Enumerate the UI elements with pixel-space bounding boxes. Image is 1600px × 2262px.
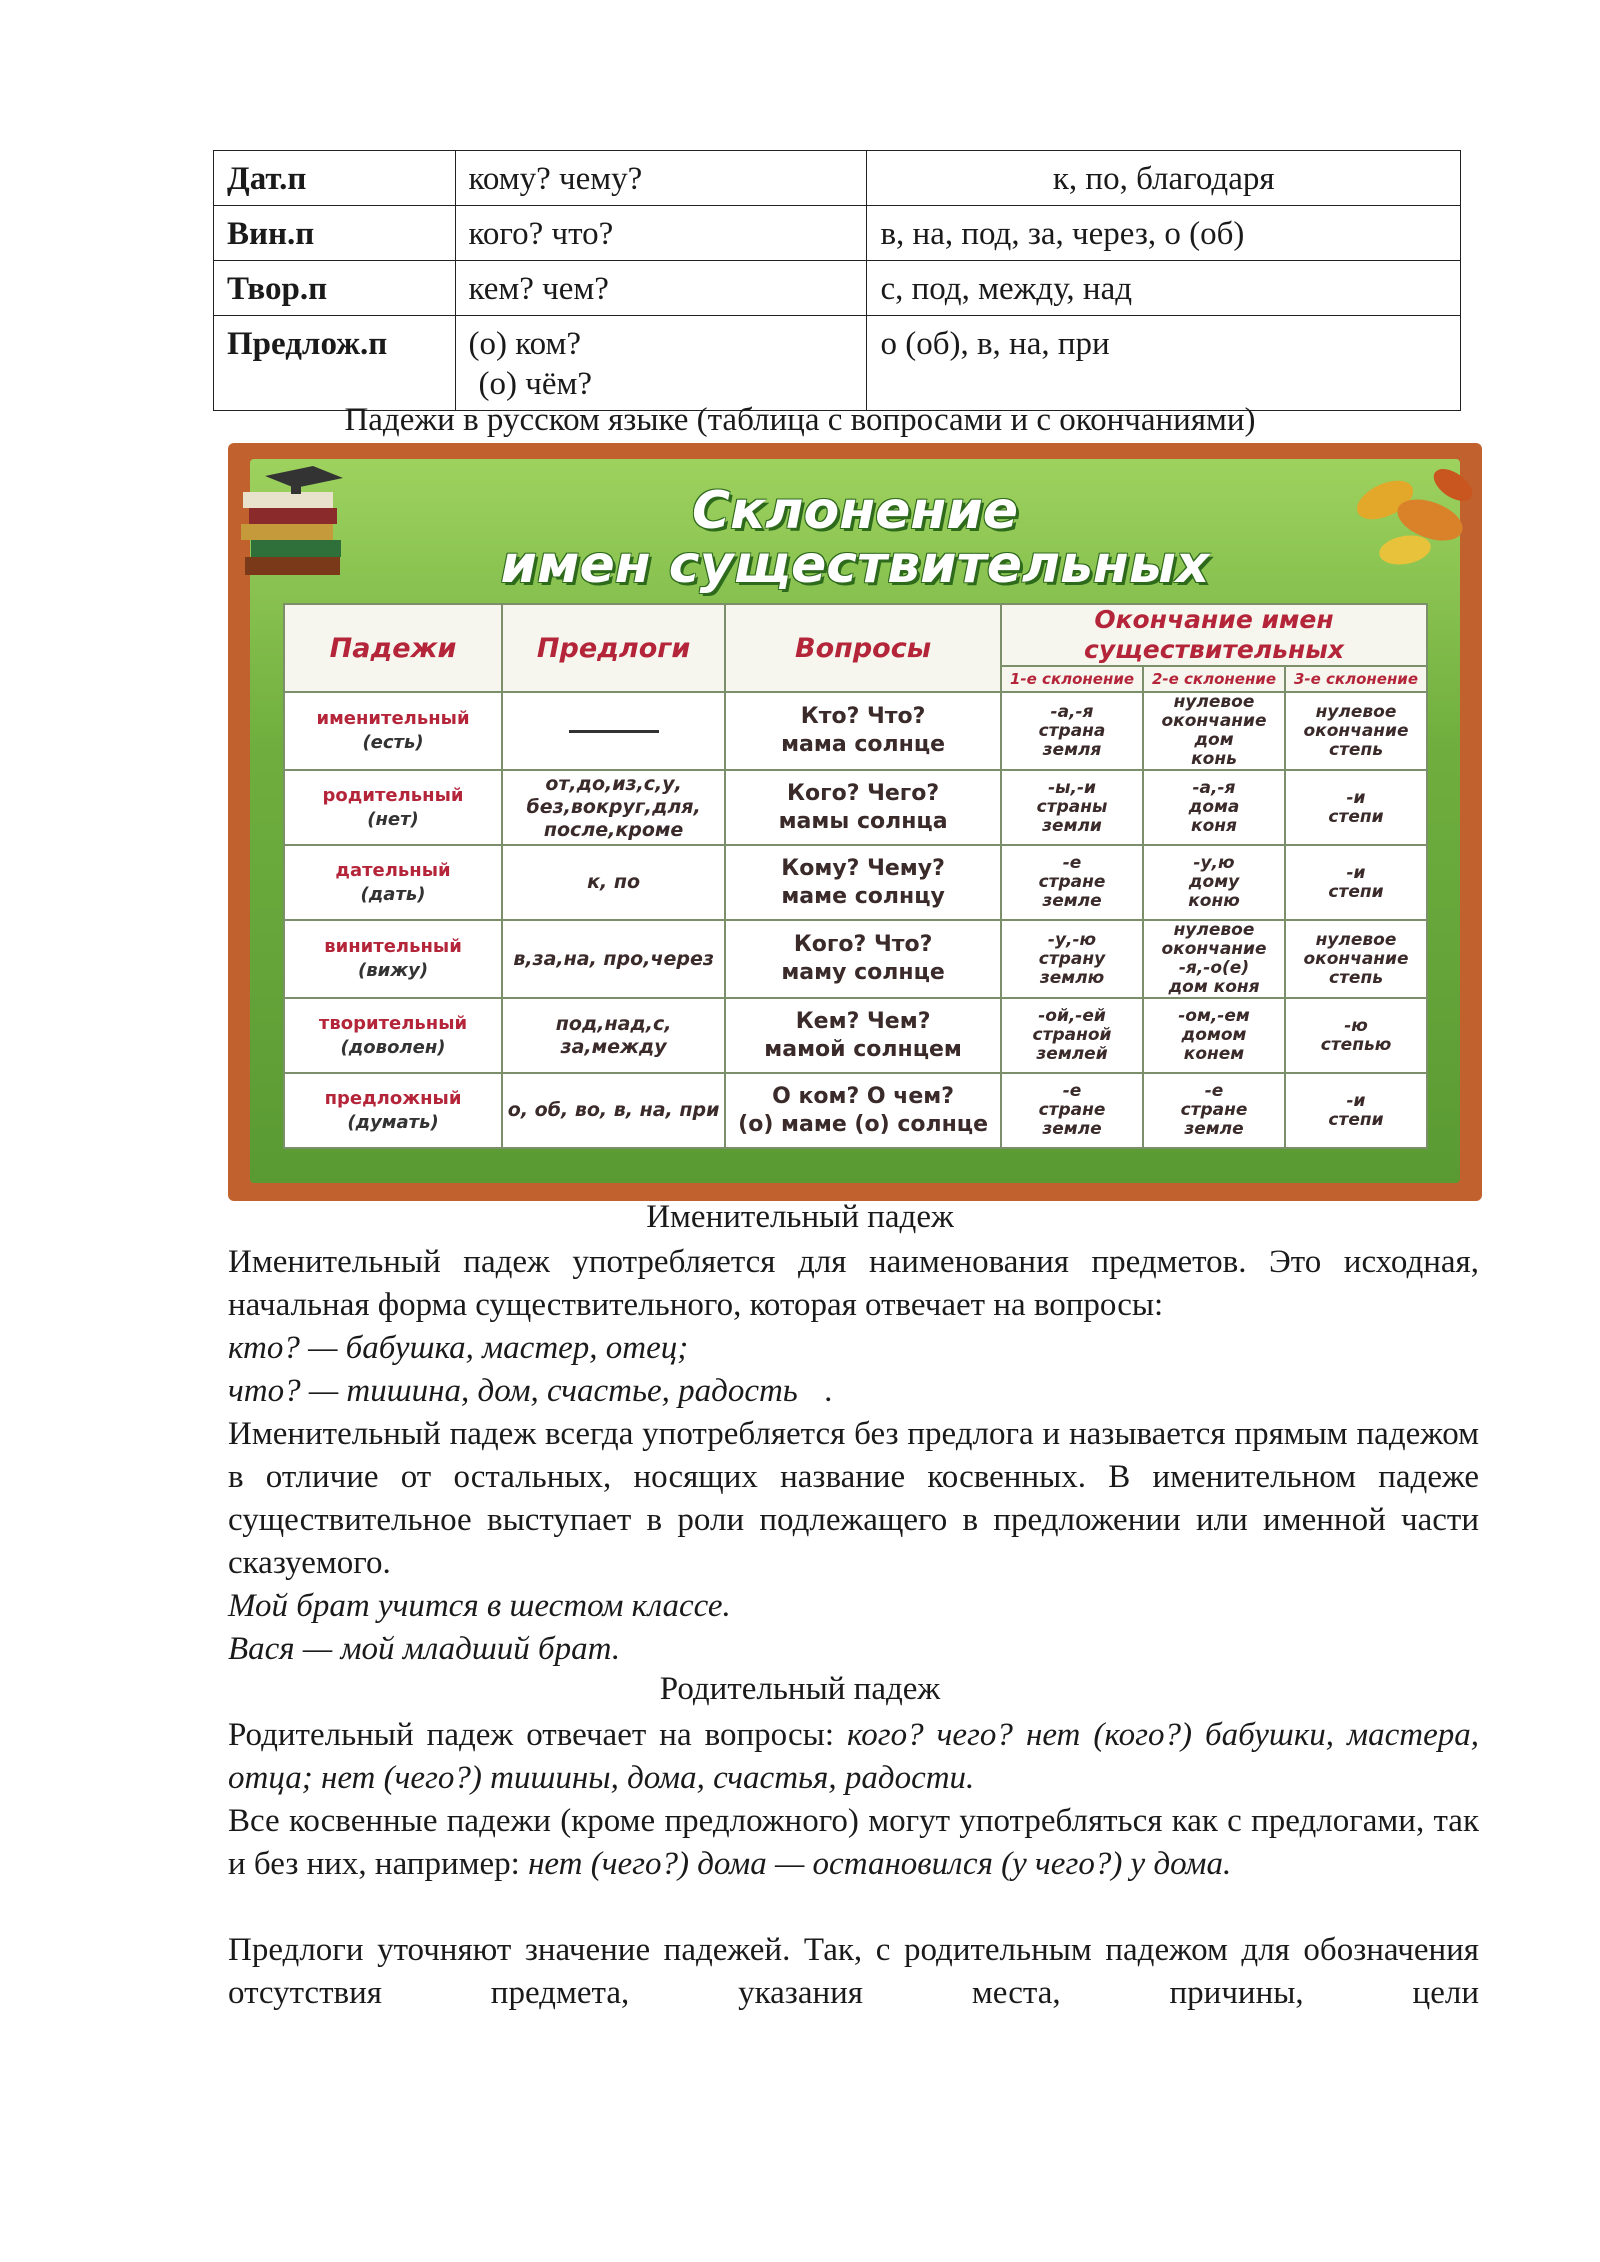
grid-row [284, 920, 1427, 998]
ending-cell-declension-3 [1285, 845, 1427, 920]
ending-cell-declension-1 [1001, 920, 1143, 998]
questions-cell [725, 845, 1001, 920]
paragraph-examples: нет (чего?) дома — остановился (у чего?) у дома. [528, 1846, 1232, 1882]
case-name: Дат.п [214, 151, 456, 206]
ending-cell-declension-1 [1001, 845, 1143, 920]
example-period: . [824, 1373, 833, 1409]
ending-line: степи [1328, 881, 1384, 902]
ending-line: страна [1038, 720, 1106, 741]
question-line: маму солнце [781, 960, 945, 985]
questions-cell [725, 920, 1001, 998]
case-prepositions: в, на, под, за, через, о (об) [867, 206, 1461, 261]
question-line: (о) чём? [478, 366, 593, 402]
ending-cell-declension-3 [1285, 920, 1427, 998]
ending-line: -я,-о(е) [1178, 958, 1250, 978]
header-endings: Окончание имен существительных [1001, 604, 1427, 666]
ending-line: конем [1183, 1044, 1245, 1064]
ending-line: стране [1038, 1100, 1106, 1120]
case-questions [455, 316, 867, 411]
ending-line: -ы,-и [1048, 778, 1096, 798]
ending-cell-declension-2 [1143, 1073, 1285, 1148]
ending-line: землю [1039, 967, 1105, 988]
case-helper-word: (доволен) [340, 1036, 446, 1058]
ending-line: окончание [1161, 711, 1267, 731]
case-name: родительный [322, 784, 464, 806]
ending-cell-declension-1 [1001, 998, 1143, 1073]
question-line: маме солнцу [781, 883, 945, 909]
prepositions-cell: о, об, во, в, на, при [502, 1073, 725, 1148]
ending-line: окончание [1303, 720, 1409, 741]
question-line: мамой солнцем [764, 1036, 962, 1062]
cases-table [213, 150, 1461, 411]
ending-line: землей [1036, 1044, 1108, 1064]
header-questions: Вопросы [725, 604, 1001, 692]
case-prepositions: к, по, благодаря [867, 151, 1461, 206]
section-heading-nominative: Именительный падеж [646, 1199, 954, 1235]
ending-line: степь [1329, 967, 1383, 988]
table-row [214, 151, 1461, 206]
case-cell [284, 692, 502, 770]
grid-header-row [284, 604, 1427, 666]
paragraph-text: Все косвенные падежи (кроме предложного) могут употребляться как с предлогами, так и без них, например: [228, 1803, 1479, 1882]
ending-cell-declension-3 [1285, 998, 1427, 1073]
ending-line: коню [1188, 891, 1240, 911]
case-helper-word: (вижу) [357, 960, 429, 981]
ending-line: дом [1194, 730, 1234, 750]
header-cases: Падежи [284, 604, 502, 692]
declension-1-label: 1-е склонение [1001, 666, 1143, 692]
ending-line: нулевое [1173, 920, 1255, 940]
example-line [228, 1370, 832, 1413]
autumn-leaves-illustration [1335, 460, 1475, 580]
ending-line: дома [1188, 797, 1240, 817]
example-line: Мой брат учится в шестом классе. [228, 1588, 731, 1624]
case-name: винительный [324, 936, 462, 957]
example-text: что? — тишина, дом, счастье, радость [228, 1373, 798, 1409]
question-line: (о) маме (о) солнце [738, 1111, 989, 1137]
ending-cell-declension-2 [1143, 920, 1285, 998]
ending-line: -и [1346, 1090, 1366, 1111]
prepositions-cell: под,над,с, за,между [502, 998, 725, 1073]
prepositions-cell: от,до,из,с,у, без,вокруг,для, после,кроме [502, 770, 725, 845]
table-row [214, 316, 1461, 411]
declension-grid [283, 603, 1428, 1149]
ending-line: -и [1346, 787, 1366, 808]
case-helper-word: (нет) [367, 808, 419, 830]
ending-line: стране [1038, 872, 1106, 892]
question-line: Кого? Что? [793, 932, 933, 957]
case-name: Твор.п [214, 261, 456, 316]
poster-title-line1: Склонение [691, 481, 1019, 541]
prepositions-cell [502, 692, 725, 770]
ending-line: страну [1038, 948, 1106, 969]
question-line: Кого? Чего? [786, 780, 940, 806]
case-questions: кого? что? [455, 206, 867, 261]
ending-line: -а,-я [1192, 778, 1236, 798]
question-line: О ком? О чем? [772, 1083, 955, 1109]
figure-caption: Падежи в русском языке (таблица с вопросами и с окончаниями) [344, 402, 1256, 438]
question-line: Кто? Что? [800, 704, 926, 729]
grid-row [284, 1073, 1427, 1148]
ending-line: -а,-я [1050, 701, 1094, 722]
ending-line: земле [1042, 1119, 1102, 1139]
poster-title-line2: имен существительных [500, 535, 1210, 595]
paragraph: Именительный падеж употребляется для наименования предметов. Это исходная, начальная форма существительного, которая отвечает на вопросы: [228, 1244, 1479, 1323]
questions-cell [725, 770, 1001, 845]
ending-line: -е [1062, 853, 1082, 873]
case-cell [284, 845, 502, 920]
ending-line: дом коня [1168, 977, 1260, 997]
ending-line: стране [1180, 1100, 1248, 1120]
case-cell [284, 1073, 502, 1148]
paragraph [228, 1800, 1479, 1886]
ending-cell-declension-2 [1143, 845, 1285, 920]
question-line: Кому? Чему? [781, 855, 945, 881]
declension-2-label: 2-е склонение [1143, 666, 1285, 692]
prepositions-cell: к, по [502, 845, 725, 920]
ending-line: окончание [1303, 948, 1409, 969]
paragraph: Предлоги уточняют значение падежей. Так, с родительным падежом для обозначения отсутствия предмета, указания места, причины, цели [228, 1932, 1479, 2011]
ending-cell-declension-2 [1143, 770, 1285, 845]
ending-line: страной [1032, 1025, 1112, 1045]
ending-line: -ой,-ей [1038, 1006, 1106, 1026]
ending-line: -е [1204, 1081, 1224, 1101]
table-row [214, 206, 1461, 261]
books-illustration [235, 462, 355, 592]
ending-line: земле [1042, 891, 1102, 911]
case-questions: кем? чем? [455, 261, 867, 316]
prepositions-cell: в,за,на, про,через [502, 920, 725, 998]
section-heading-genitive: Родительный падеж [659, 1671, 941, 1707]
ending-line: степь [1329, 739, 1383, 760]
table-row [214, 261, 1461, 316]
grid-row [284, 692, 1427, 770]
ending-cell-declension-2 [1143, 998, 1285, 1073]
ending-line: страны [1036, 797, 1108, 817]
case-name: дательный [335, 859, 451, 881]
case-prepositions: с, под, между, над [867, 261, 1461, 316]
case-name: предложный [324, 1087, 462, 1109]
case-name: Вин.п [214, 206, 456, 261]
case-name: творительный [318, 1012, 468, 1034]
question-line: мама солнце [781, 732, 946, 757]
ending-line: -у,ю [1193, 853, 1235, 873]
ending-cell-declension-3 [1285, 1073, 1427, 1148]
case-cell [284, 920, 502, 998]
ending-cell-declension-1 [1001, 1073, 1143, 1148]
paragraph-examples: кого? чего? нет (кого?) бабушки, мастера, отца; нет (чего?) тишины, дома, счастья, радости. [228, 1717, 1479, 1796]
ending-line: -е [1062, 1081, 1082, 1101]
ending-line: -ю [1344, 1015, 1368, 1036]
ending-line: нулевое [1173, 692, 1255, 712]
questions-cell [725, 1073, 1001, 1148]
ending-line: домом [1181, 1025, 1247, 1045]
ending-line: -у,-ю [1047, 929, 1097, 950]
case-cell [284, 998, 502, 1073]
ending-cell-declension-1 [1001, 692, 1143, 770]
questions-cell [725, 998, 1001, 1073]
declension-3-label: 3-е склонение [1285, 666, 1427, 692]
ending-cell-declension-3 [1285, 692, 1427, 770]
grid-row [284, 845, 1427, 920]
case-questions: кому? чему? [455, 151, 867, 206]
ending-line: земле [1184, 1119, 1244, 1139]
example-line: Вася — мой младший брат. [228, 1631, 621, 1667]
question-line: Кем? Чем? [795, 1008, 931, 1034]
header-prepositions: Предлоги [502, 604, 725, 692]
ending-line: дому [1188, 872, 1240, 892]
ending-cell-declension-3 [1285, 770, 1427, 845]
ending-line: -ом,-ем [1178, 1006, 1250, 1026]
case-name: Предлож.п [214, 316, 456, 411]
ending-line: нулевое [1315, 701, 1397, 722]
example-line: кто? — бабушка, мастер, отец; [228, 1330, 689, 1366]
ending-line: конь [1191, 749, 1237, 769]
ending-line: степью [1320, 1034, 1392, 1055]
question-line: мамы солнца [778, 808, 948, 834]
case-helper-word: (думать) [347, 1111, 439, 1133]
case-helper-word: (дать) [360, 883, 426, 905]
questions-cell [725, 692, 1001, 770]
case-cell [284, 770, 502, 845]
paragraph [228, 1714, 1479, 1800]
grid-row [284, 998, 1427, 1073]
ending-line: степи [1328, 806, 1384, 827]
ending-cell-declension-2 [1143, 692, 1285, 770]
ending-line: степи [1328, 1109, 1384, 1130]
grid-row [284, 770, 1427, 845]
case-helper-word: (есть) [362, 732, 424, 753]
ending-line: земли [1042, 816, 1102, 836]
ending-line: -и [1346, 862, 1366, 883]
ending-cell-declension-1 [1001, 770, 1143, 845]
case-name: именительный [316, 708, 470, 729]
paragraph-text: Родительный падеж отвечает на вопросы: [228, 1717, 848, 1753]
case-prepositions: о (об), в, на, при [867, 316, 1461, 411]
ending-line: окончание [1161, 939, 1267, 959]
ending-line: коня [1191, 816, 1237, 836]
paragraph: Именительный падеж всегда употребляется без предлога и называется прямым падежом в отличие от остальных, носящих название косвенных. В именительном падеже существительное выступает в роли подлежащего в предложении или именной части сказуемого. [228, 1416, 1479, 1581]
ending-line: земля [1042, 739, 1102, 760]
question-line: (о) ком? [468, 326, 582, 362]
no-preposition-dash [569, 730, 659, 733]
ending-line: нулевое [1315, 929, 1397, 950]
